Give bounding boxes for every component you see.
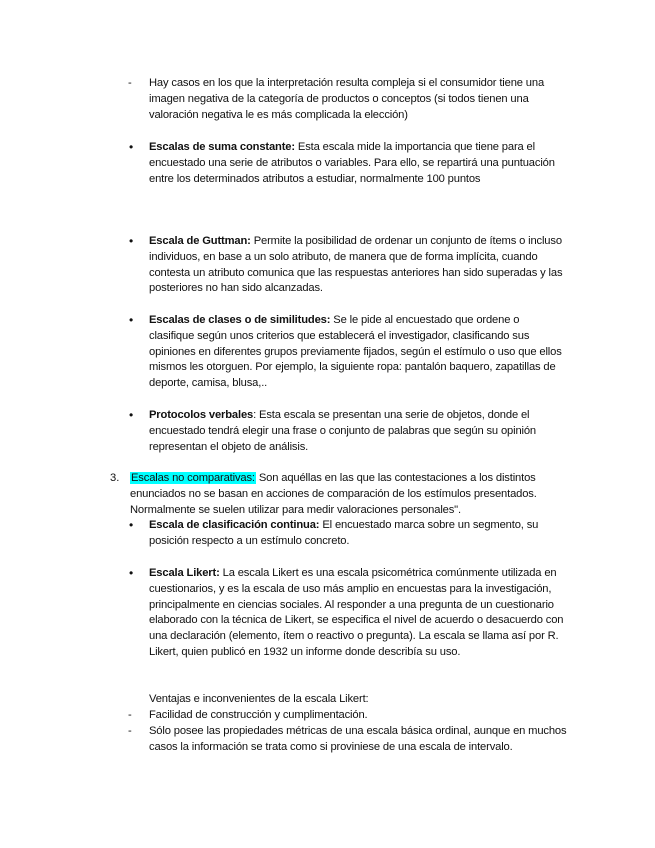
paragraph-text: Son aquéllas en las que las contestaciones a los distintos enunciados no se basan en acciones de comparación de los estímulos presentados. Normalmente se suelen utilizar para medir valoraciones personales". xyxy=(130,472,537,516)
bullet-marker: • xyxy=(129,140,134,154)
paragraph-clases-similitudes xyxy=(149,313,567,392)
term-heading: Escala Likert: xyxy=(149,567,220,579)
dash-marker: - xyxy=(128,725,132,737)
term-heading: Escala de clasificación continua: xyxy=(149,519,320,531)
dash-marker: - xyxy=(128,709,132,721)
paragraph-no-comparativas xyxy=(130,471,567,518)
paragraph-text: Esta escala mide la importancia que tiene para el encuestado una serie de atributos o variables. Para ello, se repartirá una puntuación entre los determinados atributos a estudiar, normalmente 100 puntos xyxy=(149,141,555,185)
paragraph-text: Ventajas e inconvenientes de la escala Likert: xyxy=(149,693,369,705)
term-heading: Escala de Guttman: xyxy=(149,235,251,247)
term-heading: Protocolos verbales xyxy=(149,409,254,421)
list-number: 3. xyxy=(110,472,120,484)
paragraph-propiedades-metricas xyxy=(149,724,567,756)
bullet-marker: • xyxy=(129,518,134,532)
paragraph-ventajas-heading xyxy=(149,692,567,708)
dash-marker: - xyxy=(128,77,132,89)
bullet-marker: • xyxy=(129,566,134,580)
bullet-marker: • xyxy=(129,408,134,422)
paragraph-suma-constante xyxy=(149,140,567,187)
paragraph-text: Sólo posee las propiedades métricas de una escala básica ordinal, aunque en muchos casos la información se trata como si proviniese de una escala de intervalo. xyxy=(149,725,567,753)
paragraph-protocolos-verbales xyxy=(149,408,567,455)
paragraph-interpretation xyxy=(149,76,567,123)
paragraph-guttman xyxy=(149,234,567,297)
bullet-marker: • xyxy=(129,234,134,248)
paragraph-text: El encuestado marca sobre un segmento, su posición respecto a un estímulo concreto. xyxy=(149,519,539,547)
paragraph-text: Hay casos en los que la interpretación resulta compleja si el consumidor tiene una imagen negativa de la categoría de productos o conceptos (si todos tienen una valoración negativa le es más complicada la elección) xyxy=(149,77,545,121)
paragraph-text: Permite la posibilidad de ordenar un conjunto de ítems o incluso individuos, en base a un solo atributo, de manera que de forma implícita, cuando contesta un atributo comunica que las respuestas anteriores han sido superadas y las posteriores no han sido alcanzadas. xyxy=(149,235,563,295)
paragraph-likert xyxy=(149,566,567,661)
paragraph-clasificacion-continua xyxy=(149,518,567,550)
term-heading: Escalas de clases o de similitudes: xyxy=(149,314,331,326)
paragraph-text: Facilidad de construcción y cumplimentación. xyxy=(149,709,368,721)
paragraph-text: : Esta escala se presentan una serie de objetos, donde el encuestado tendrá elegir una frase o conjunto de palabras que según su opinión representan el objeto de análisis. xyxy=(149,409,536,453)
paragraph-text: Se le pide al encuestado que ordene o clasifique según unos criterios que establecerá el investigador, clasificando sus opiniones en diferentes grupos previamente fijados, según el estímulo o uso que ellos mismos les otorguen. Por ejemplo, la siguiente ropa: pantalón baquero, zapatillas de deporte, camisa, blusa,.. xyxy=(149,314,562,390)
highlighted-heading: Escalas no comparativas: xyxy=(131,472,255,484)
bullet-marker: • xyxy=(129,313,134,327)
term-heading: Escalas de suma constante: xyxy=(149,141,295,153)
paragraph-facilidad xyxy=(149,708,567,724)
paragraph-text: La escala Likert es una escala psicométrica comúnmente utilizada en cuestionarios, y es la escala de uso más amplio en encuestas para la investigación, principalmente en ciencias sociales. Al responder a una pregunta de un cuestionario elaborado con la técnica de Likert, se especifica el nivel de acuerdo o desacuerdo con una declaración (elemento, ítem o reactivo o pregunta). La escala se llama así por R. Likert, quien publicó en 1932 un informe donde describía su uso. xyxy=(149,567,564,658)
